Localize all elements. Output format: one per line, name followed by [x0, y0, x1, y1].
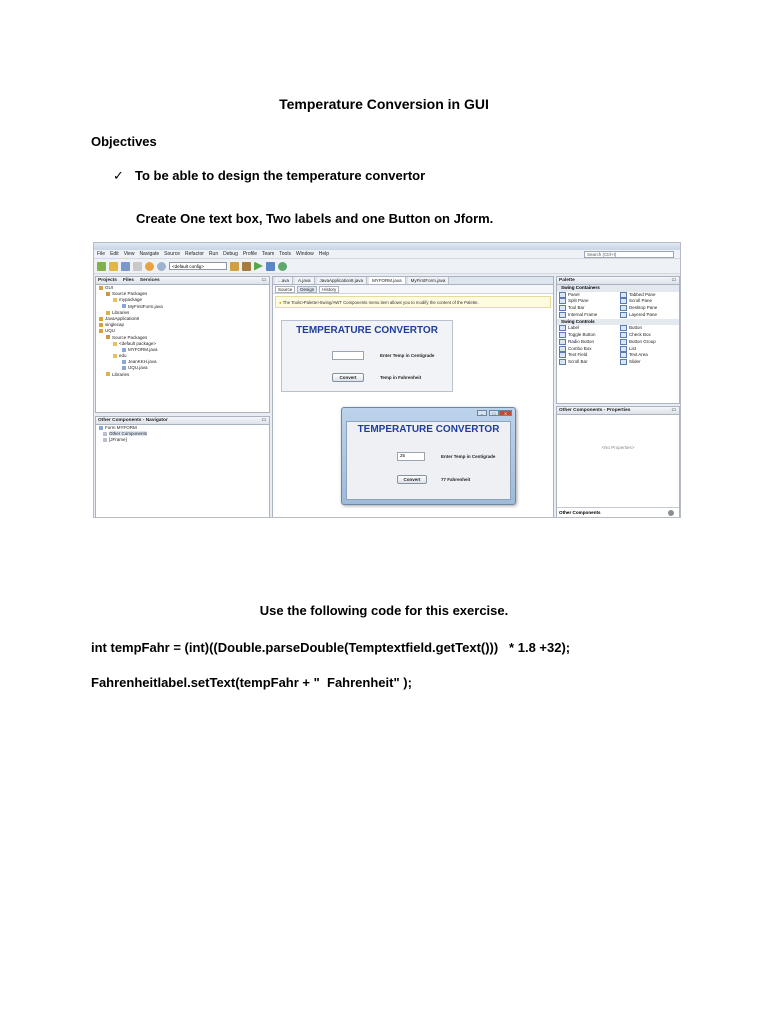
palette-hint: ● The Tools>Palette>Swing/AWT Components menu item allows you to modify the content of the Palette. [275, 296, 551, 308]
tree-item: edu [96, 353, 269, 359]
menu-edit: Edit [110, 251, 119, 257]
palette-item: Panel [557, 292, 618, 299]
navigator-panel [95, 416, 270, 518]
menu-source: Source [164, 251, 181, 257]
objectives-heading: Objectives [91, 134, 157, 149]
menu-refactor: Refactor [185, 251, 204, 257]
ide-toolbar [94, 259, 680, 274]
tab-source: Source [275, 286, 295, 293]
palette-item: Split Pane [557, 298, 618, 305]
objective-item [113, 168, 425, 184]
palette-item: Check Box [618, 332, 679, 339]
objective-text: To be able to design the temperature convertor [135, 168, 426, 183]
properties-header [557, 407, 679, 415]
undo-icon [145, 262, 154, 271]
minimize-icon: ▭ [261, 278, 266, 283]
editor-tab: MyFirstForm.java [408, 277, 450, 284]
palette-item: Slider [618, 359, 679, 366]
profile-icon [278, 262, 287, 271]
clean-build-icon [242, 262, 251, 271]
save-icon [121, 262, 130, 271]
tree-item: Form MYFORM [96, 425, 269, 431]
palette-item: Layered Pane [618, 312, 679, 319]
tree-item: <default package> [96, 341, 269, 347]
palette-item: Combo Box [557, 346, 618, 353]
open-folder-icon [109, 262, 118, 271]
navigator-panel-header [96, 417, 269, 425]
projects-panel [95, 276, 270, 413]
menu-help: Help [318, 251, 330, 257]
palette-item: Tool Bar [557, 305, 618, 312]
palette-header [557, 277, 679, 285]
tree-item: Source Packages [96, 291, 269, 297]
palette-item: Text Area [618, 352, 679, 359]
design-convert-button: Convert [332, 373, 364, 382]
editor-view-switcher [273, 285, 553, 294]
code-line-1: int tempFahr = (int)((Double.parseDouble(Temptextfield.getText())) * 1.8 +32); [91, 640, 571, 655]
document-title: Temperature Conversion in GUI [279, 96, 489, 112]
tree-item: GUI [96, 285, 269, 291]
close-window-icon: ✕ [499, 410, 512, 416]
tree-item: JeanKKH.java [96, 359, 269, 365]
debug-icon [266, 262, 275, 271]
palette-containers [557, 292, 679, 319]
tab-design: Design [297, 286, 317, 293]
running-convert-button: Convert [397, 475, 427, 484]
palette-section-controls: Swing Controls [557, 319, 679, 326]
palette-controls [557, 325, 679, 366]
minimize-window-icon: – [477, 410, 487, 416]
palette-item: Button Group [618, 339, 679, 346]
tree-item: MYFORM.java [96, 347, 269, 353]
redo-icon [157, 262, 166, 271]
tree-item: Libraries [96, 310, 269, 316]
running-form-title: TEMPERATURE CONVERTOR [357, 424, 500, 435]
tree-item: UQU.java [96, 365, 269, 371]
running-window [341, 407, 516, 505]
tree-item: [JFrame] [96, 437, 269, 443]
palette-item: Desktop Pane [618, 305, 679, 312]
help-icon [668, 510, 674, 516]
menu-team: Team [262, 251, 275, 257]
checkmark-icon: ✓ [113, 168, 124, 183]
code-line-2: Fahrenheitlabel.setText(tempFahr + " Fahrenheit" ); [91, 675, 412, 690]
palette-item: Label [557, 325, 618, 332]
editor-tab: JavaApplication8.java [317, 277, 368, 284]
tree-item: MyFirstForm.java [96, 304, 269, 310]
no-properties-text: <No Properties> [601, 445, 635, 450]
lightbulb-icon: ● [279, 300, 282, 305]
tab-history: History [319, 286, 339, 293]
tree-item: Libraries [96, 372, 269, 378]
palette-title: Palette [559, 278, 575, 283]
design-input-label: Enter Temp in Centigrade [380, 353, 435, 358]
tab-projects: Projects [98, 278, 117, 283]
tab-files: Files [122, 278, 134, 283]
palette-item: List [618, 346, 679, 353]
palette-section-containers: Swing Containers [557, 285, 679, 292]
running-input-label: Enter Temp in Centigrade [441, 454, 496, 459]
running-output-label: 77 Fahrenheit [441, 477, 471, 482]
tree-item: mypackage [96, 297, 269, 303]
editor-tab-bar [273, 277, 553, 285]
editor-tab-active: MYFORM.java [369, 277, 406, 284]
design-temp-field [332, 351, 364, 360]
projects-panel-header [96, 277, 269, 285]
minimize-icon: ▭ [261, 418, 266, 423]
minimize-icon: ▭ [671, 408, 676, 413]
tree-item: UQU [96, 328, 269, 334]
menu-debug: Debug [223, 251, 238, 257]
maximize-window-icon: □ [489, 410, 499, 416]
tree-item: JavaApplication8 [96, 316, 269, 322]
running-form [346, 421, 511, 500]
config-combo: <default config> [169, 262, 227, 270]
editor-tab: ...ava [275, 277, 293, 284]
design-output-label: Temp in Fahrenheit [380, 375, 422, 380]
palette-item: Scroll Bar [557, 359, 618, 366]
tree-item: Other Components [96, 431, 269, 437]
design-form-title: TEMPERATURE CONVERTOR [296, 325, 438, 336]
ide-search-box: Search (Ctrl+I) [584, 251, 674, 258]
minimize-icon: ▭ [671, 278, 676, 283]
palette-item: Tabbed Pane [618, 292, 679, 299]
properties-panel [556, 406, 680, 518]
menu-tools: Tools [279, 251, 291, 257]
properties-footer: Other Components [557, 507, 679, 517]
menu-view: View [123, 251, 135, 257]
code-intro: Use the following code for this exercise. [259, 603, 509, 618]
save-all-icon [133, 262, 142, 271]
tab-services: Services [139, 278, 160, 283]
ide-screenshot [93, 242, 681, 518]
palette-item: Text Field [557, 352, 618, 359]
ide-title-bar [94, 243, 680, 250]
editor-tab: A.java [295, 277, 315, 284]
palette-item: Radio Button [557, 339, 618, 346]
running-temp-field: 25 [397, 452, 425, 461]
palette-panel [556, 276, 680, 404]
new-project-icon [97, 262, 106, 271]
menu-window: Window [295, 251, 314, 257]
tree-item: Source Packages [96, 335, 269, 341]
palette-item: Internal Frame [557, 312, 618, 319]
navigator-title: Other Components - Navigator [98, 418, 168, 423]
menu-run: Run [208, 251, 219, 257]
palette-item: Button [618, 325, 679, 332]
palette-item: Scroll Pane [618, 298, 679, 305]
ide-menu-bar [94, 250, 680, 259]
menu-navigate: Navigate [139, 251, 160, 257]
menu-profile: Profile [242, 251, 258, 257]
properties-title: Other Components - Properties [559, 408, 631, 413]
editor-area [272, 276, 554, 518]
design-form [281, 320, 453, 392]
run-icon [254, 262, 263, 271]
palette-item: Toggle Button [557, 332, 618, 339]
menu-file: File [97, 251, 106, 257]
tree-item: singlecap [96, 322, 269, 328]
build-icon [230, 262, 239, 271]
instruction-text: Create One text box, Two labels and one Button on Jform. [136, 211, 494, 226]
